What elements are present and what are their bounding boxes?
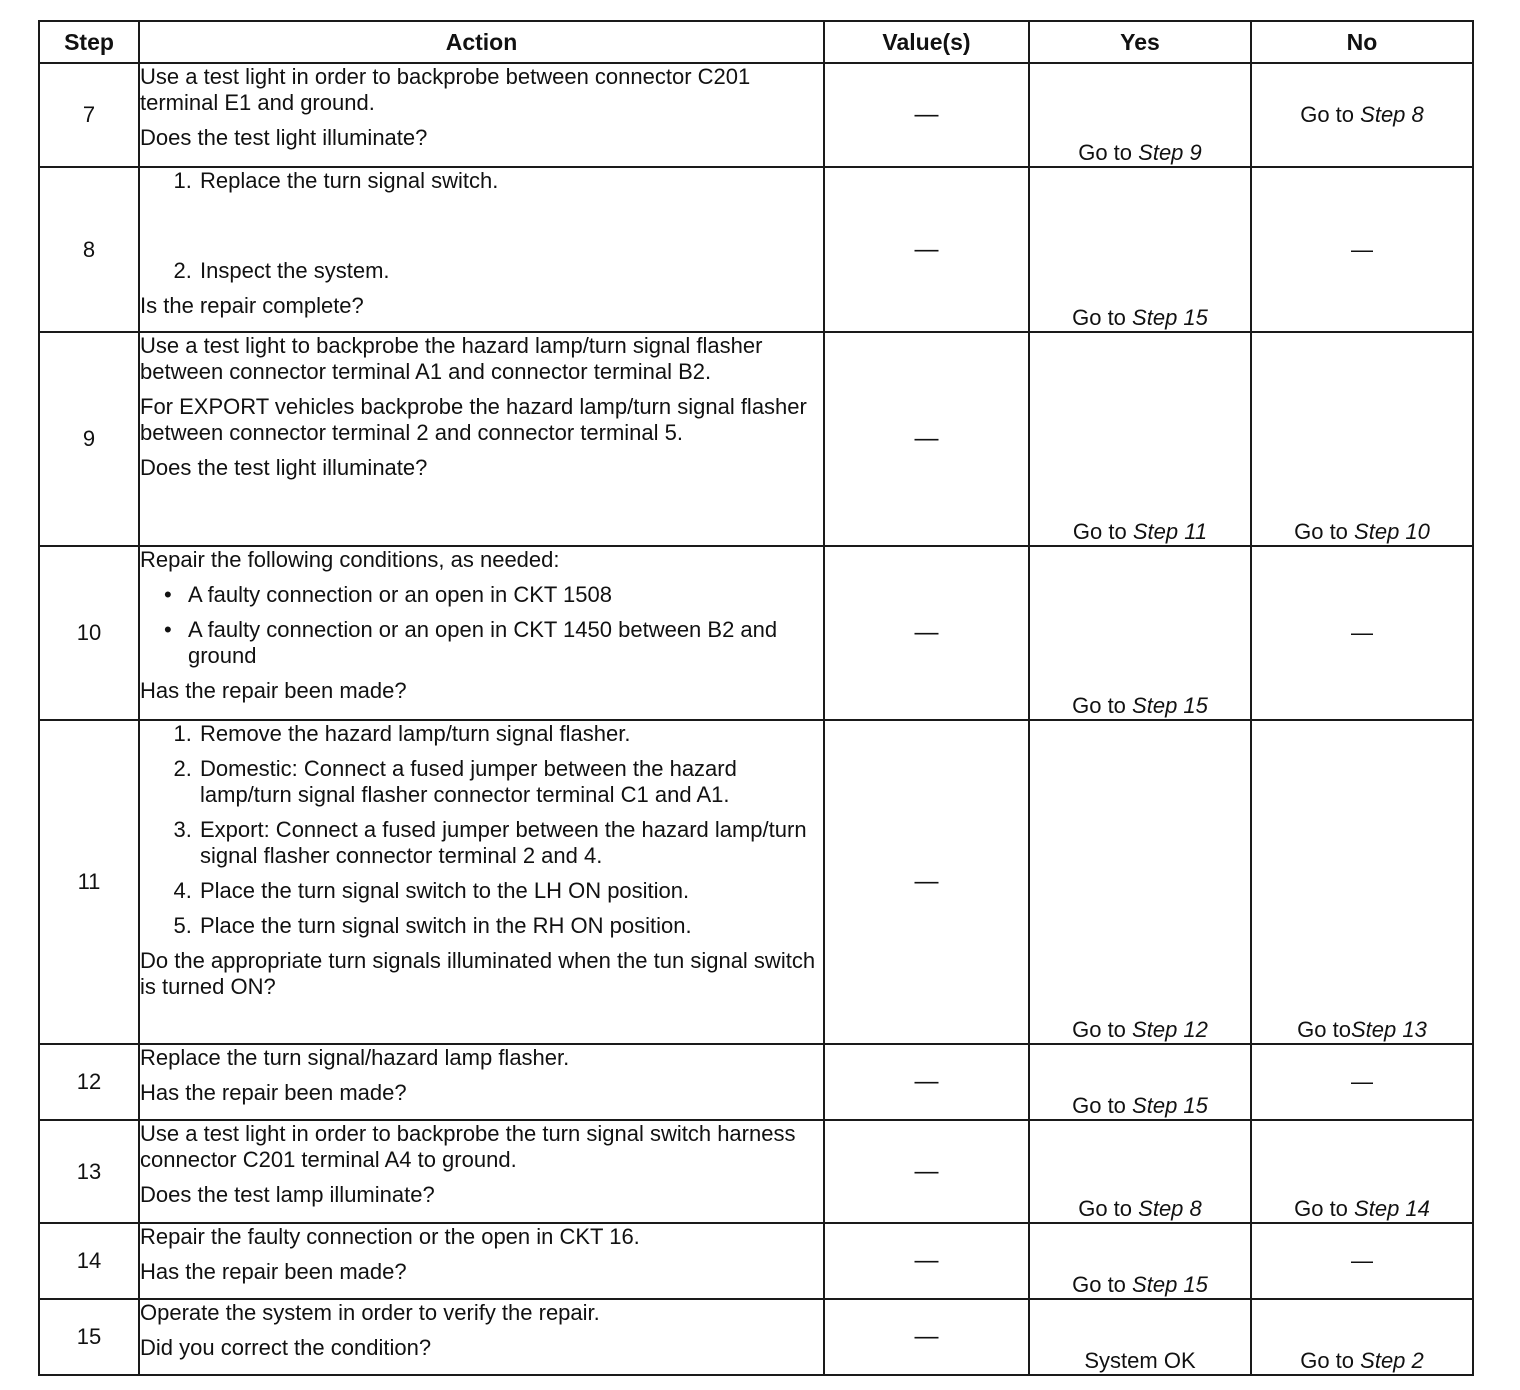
action-question: Does the test light illuminate?	[140, 125, 428, 150]
yes-cell	[1029, 167, 1251, 332]
yes-prefix: Go to	[1078, 140, 1133, 165]
step-number: 7	[39, 63, 139, 167]
values-cell: —	[824, 1120, 1029, 1223]
step-number: 8	[39, 167, 139, 332]
yes-prefix: Go to	[1072, 693, 1126, 718]
action-cell	[139, 1299, 824, 1375]
action-question: Did you correct the condition?	[140, 1335, 432, 1360]
no-cell: —	[1251, 1223, 1473, 1299]
action-steps	[140, 168, 823, 284]
table-row	[39, 720, 1473, 1044]
no-prefix: Go to	[1300, 102, 1355, 127]
no-target: Step 13	[1350, 1017, 1427, 1042]
yes-prefix: Go to	[1072, 1017, 1126, 1042]
yes-target: Step 8	[1138, 1196, 1202, 1221]
yes-target: Step 9	[1138, 140, 1202, 165]
action-intro: Use a test light to backprobe the hazard lamp/turn signal flasher between connector terminal A1 and connector terminal B2.	[140, 333, 763, 384]
action-intro: Use a test light in order to backprobe between connector C201 terminal E1 and ground.	[140, 64, 751, 115]
yes-prefix: Go to	[1072, 1093, 1126, 1118]
no-prefix: Go to	[1294, 519, 1348, 544]
action-cell	[139, 167, 824, 332]
action-bullet-item: • A faulty connection or an open in CKT 1450 between B2 and ground	[188, 617, 823, 669]
no-prefix: Go to	[1294, 1196, 1348, 1221]
step-number: 9	[39, 332, 139, 546]
no-cell	[1251, 1299, 1473, 1375]
action-step-item: 1. Replace the turn signal switch.	[198, 168, 823, 194]
header-row	[39, 21, 1473, 63]
action-cell	[139, 720, 824, 1044]
header-yes: Yes	[1029, 21, 1251, 63]
step-number: 12	[39, 1044, 139, 1120]
table-row	[39, 332, 1473, 546]
header-action: Action	[139, 21, 824, 63]
values-cell: —	[824, 1044, 1029, 1120]
table-row	[39, 1299, 1473, 1375]
table-row	[39, 1044, 1473, 1120]
no-prefix: Go to	[1297, 1017, 1351, 1042]
yes-prefix: Go to	[1072, 1272, 1126, 1297]
yes-target: Step 11	[1132, 519, 1208, 544]
action-cell	[139, 1044, 824, 1120]
action-step-item: 1. Remove the hazard lamp/turn signal flasher.	[198, 721, 823, 747]
no-target: Step 10	[1354, 519, 1430, 544]
action-cell	[139, 63, 824, 167]
table-row	[39, 1223, 1473, 1299]
action-step-item: 5. Place the turn signal switch in the RH ON position.	[198, 913, 823, 939]
action-cell	[139, 1223, 824, 1299]
yes-cell	[1029, 720, 1251, 1044]
action-cell	[139, 1120, 824, 1223]
yes-cell	[1029, 1223, 1251, 1299]
header-values: Value(s)	[824, 21, 1029, 63]
yes-cell	[1029, 1120, 1251, 1223]
step-number: 14	[39, 1223, 139, 1299]
no-target: Step 2	[1360, 1348, 1424, 1373]
step-number: 13	[39, 1120, 139, 1223]
yes-prefix: Go to	[1078, 1196, 1133, 1221]
yes-target: Step 15	[1132, 693, 1208, 718]
no-cell	[1251, 1120, 1473, 1223]
action-step-item: 3. Export: Connect a fused jumper between the hazard lamp/turn signal flasher connector terminal 2 and 4.	[198, 817, 823, 869]
yes-target: Step 15	[1132, 1272, 1208, 1297]
yes-cell	[1029, 546, 1251, 720]
yes-cell	[1029, 1044, 1251, 1120]
values-cell: —	[824, 167, 1029, 332]
table-row	[39, 1120, 1473, 1223]
diagnostic-table	[38, 20, 1474, 1376]
action-question: Does the test lamp illuminate?	[140, 1182, 435, 1207]
yes-target: Step 15	[1132, 305, 1208, 330]
yes-cell: System OK	[1029, 1299, 1251, 1375]
action-question: Do the appropriate turn signals illuminated when the tun signal switch is turned ON?	[140, 948, 816, 999]
action-intro: Repair the faulty connection or the open in CKT 16.	[140, 1224, 640, 1249]
yes-target: Step 12	[1132, 1017, 1208, 1042]
no-prefix: Go to	[1300, 1348, 1355, 1373]
action-intro: Use a test light in order to backprobe the turn signal switch harness connector C201 terminal A4 to ground.	[140, 1121, 796, 1172]
action-question: Does the test light illuminate?	[140, 455, 428, 480]
action-intro: Operate the system in order to verify the repair.	[140, 1300, 600, 1325]
action-intro: Repair the following conditions, as needed:	[140, 547, 560, 572]
no-cell: —	[1251, 1044, 1473, 1120]
action-steps	[140, 721, 823, 939]
action-question: Has the repair been made?	[140, 1080, 407, 1105]
no-target: Step 8	[1360, 102, 1424, 127]
values-cell: —	[824, 63, 1029, 167]
action-question: Has the repair been made?	[140, 678, 407, 703]
action-cell	[139, 332, 824, 546]
action-cell	[139, 546, 824, 720]
header-no: No	[1251, 21, 1473, 63]
no-cell: —	[1251, 546, 1473, 720]
action-intro: Replace the turn signal/hazard lamp flasher.	[140, 1045, 570, 1070]
step-number: 15	[39, 1299, 139, 1375]
no-cell	[1251, 63, 1473, 167]
action-export-note: For EXPORT vehicles backprobe the hazard lamp/turn signal flasher between connector terminal 2 and connector terminal 5.	[140, 394, 807, 445]
no-target: Step 14	[1354, 1196, 1430, 1221]
values-cell: —	[824, 1223, 1029, 1299]
no-cell	[1251, 332, 1473, 546]
yes-prefix: Go to	[1072, 305, 1126, 330]
values-cell: —	[824, 720, 1029, 1044]
yes-prefix: Go to	[1072, 519, 1127, 544]
no-cell	[1251, 720, 1473, 1044]
action-bullets	[140, 582, 823, 669]
action-step-item: 2. Inspect the system.	[198, 258, 823, 284]
header-step: Step	[39, 21, 139, 63]
yes-target: Step 15	[1132, 1093, 1208, 1118]
action-question: Has the repair been made?	[140, 1259, 407, 1284]
action-step-item: 4. Place the turn signal switch to the LH ON position.	[198, 878, 823, 904]
step-number: 10	[39, 546, 139, 720]
step-number: 11	[39, 720, 139, 1044]
values-cell: —	[824, 546, 1029, 720]
action-step-item: 2. Domestic: Connect a fused jumper between the hazard lamp/turn signal flasher connector terminal C1 and A1.	[198, 756, 823, 808]
values-cell: —	[824, 1299, 1029, 1375]
table-row	[39, 546, 1473, 720]
values-cell: —	[824, 332, 1029, 546]
table-row	[39, 63, 1473, 167]
yes-cell	[1029, 332, 1251, 546]
action-question: Is the repair complete?	[140, 293, 364, 318]
no-cell: —	[1251, 167, 1473, 332]
yes-cell	[1029, 63, 1251, 167]
table-row	[39, 167, 1473, 332]
action-bullet-item: • A faulty connection or an open in CKT 1508	[188, 582, 823, 608]
